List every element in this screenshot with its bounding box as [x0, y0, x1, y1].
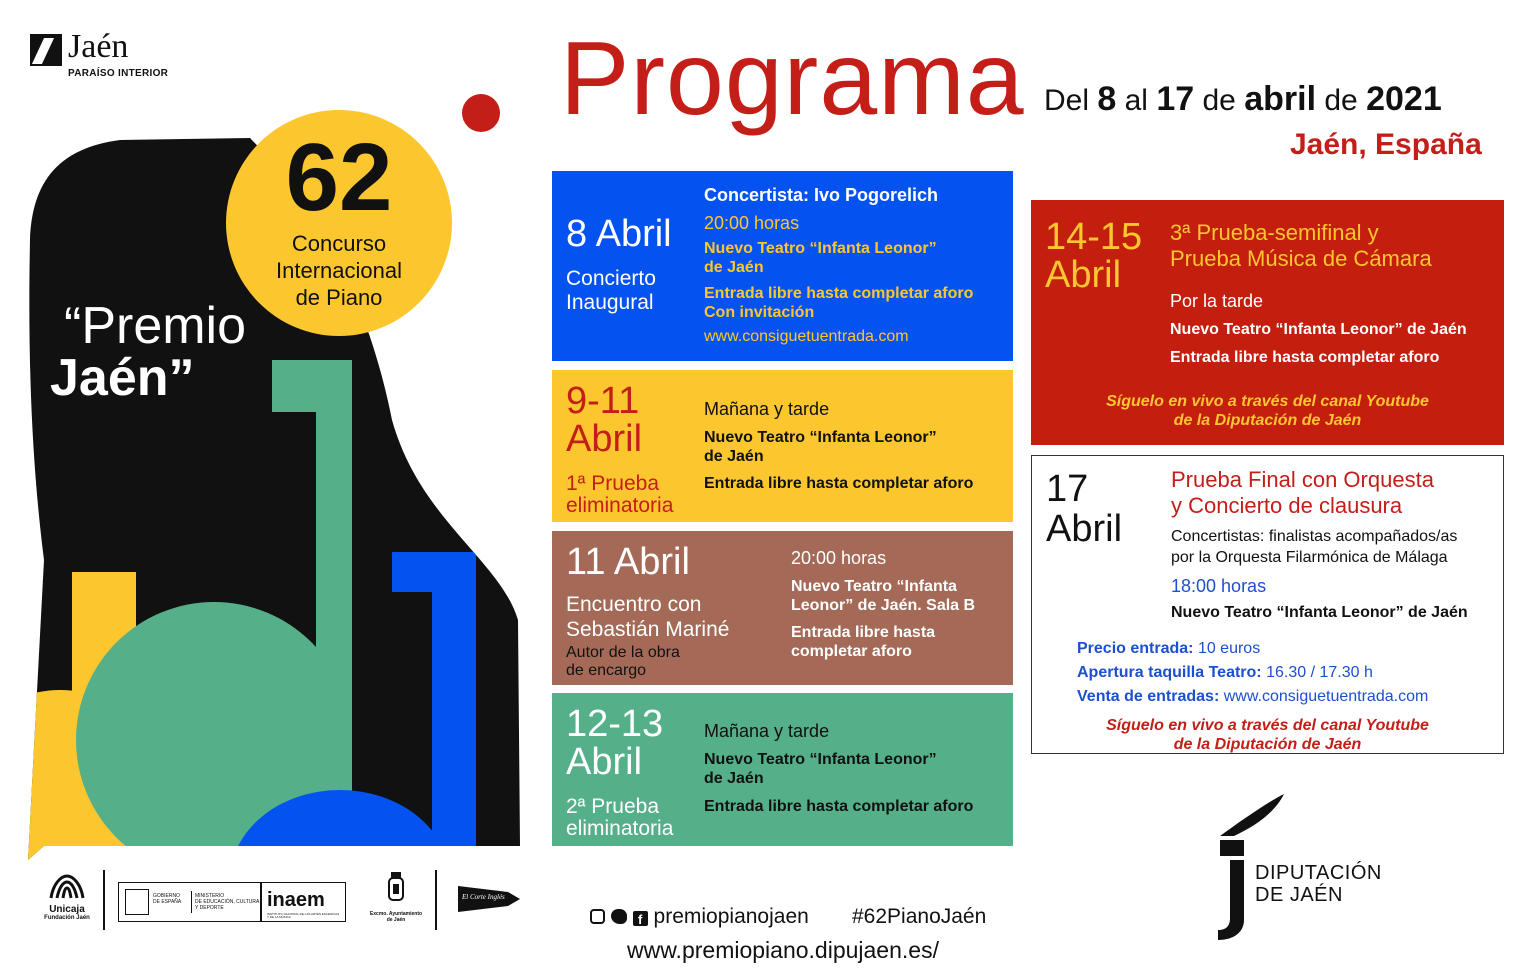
- event-card-11-abril: [552, 531, 1013, 685]
- event-note: de encargo: [566, 662, 647, 679]
- social-handle[interactable]: f premiopianojaen: [590, 905, 809, 929]
- event-entry: Con invitación: [704, 304, 815, 321]
- ministry-logo: GOBIERNO DE ESPAÑA MINISTERIO DE EDUCACIÓN, CULTURA Y DEPORTE: [118, 882, 262, 922]
- event-date: 11 Abril: [566, 541, 690, 583]
- event-venue: Nuevo Teatro “Infanta Leonor” de Jaén: [1171, 604, 1468, 621]
- event-entry: Entrada libre hasta completar aforo: [704, 285, 974, 302]
- event-venue: de Jaén: [704, 770, 764, 787]
- event-subtitle: 1ª Prueba: [566, 472, 660, 495]
- jaen-logo-name: Jaén: [68, 28, 129, 65]
- event-card-9-11-abril: [552, 370, 1013, 522]
- event-subtitle: Inaugural: [566, 291, 654, 314]
- event-card-17-abril: [1031, 455, 1504, 754]
- event-artists: por la Orquesta Filarmónica de Málaga: [1171, 549, 1448, 566]
- event-date: Abril: [1046, 508, 1123, 550]
- event-venue: Nuevo Teatro “Infanta Leonor”: [704, 429, 937, 446]
- instagram-icon: [590, 909, 605, 924]
- diputacion-logo: [1212, 790, 1412, 940]
- footer-divider: [435, 870, 437, 930]
- event-time: Por la tarde: [1170, 291, 1264, 311]
- event-card-14-15-abril: [1031, 200, 1504, 445]
- premio-title: [50, 297, 247, 407]
- jaen-logo-tagline: PARAÍSO INTERIOR: [68, 68, 169, 79]
- contest-line-1: Concurso: [291, 231, 387, 256]
- event-date: 8 Abril: [566, 213, 672, 255]
- event-note: Autor de la obra: [566, 644, 680, 661]
- youtube-stream-note: de la Diputación de Jaén: [1173, 736, 1362, 753]
- event-time: 18:00 horas: [1171, 576, 1267, 596]
- event-card-12-13-abril: [552, 693, 1013, 846]
- event-date: 17: [1046, 468, 1089, 510]
- ayuntamiento-logo: Excmo. Ayuntamiento de Jaén: [368, 872, 424, 932]
- event-title: Prueba Final con Orquesta: [1171, 467, 1434, 492]
- event-artist: Concertista: Ivo Pogorelich: [704, 185, 939, 205]
- event-entry: completar aforo: [791, 643, 912, 660]
- corte-ingles-logo: El Corte Inglés: [458, 882, 520, 916]
- event-venue: Leonor” de Jaén. Sala B: [791, 597, 976, 614]
- event-time: Mañana y tarde: [704, 399, 830, 419]
- event-subtitle: eliminatoria: [566, 494, 674, 517]
- event-subtitle: Sebastián Mariné: [566, 618, 730, 641]
- event-venue: Nuevo Teatro “Infanta Leonor” de Jaén: [1170, 321, 1467, 338]
- event-place: Jaén, España: [1290, 128, 1482, 161]
- website-link[interactable]: www.premiopiano.dipujaen.es/: [627, 937, 939, 963]
- unicaja-icon: [47, 872, 87, 900]
- ticket-price: Precio entrada: 10 euros: [1077, 640, 1261, 657]
- event-subtitle: Concierto: [566, 267, 656, 290]
- event-venue: de Jaén: [704, 259, 764, 276]
- event-time: 20:00 horas: [704, 213, 800, 233]
- event-entry: Entrada libre hasta completar aforo: [1170, 349, 1440, 366]
- twitter-icon: [611, 909, 627, 924]
- contest-line-3: de Piano: [295, 285, 383, 310]
- box-office-hours: Apertura taquilla Teatro: 16.30 / 17.30 h: [1077, 664, 1373, 681]
- edition-number: 62: [285, 124, 393, 231]
- youtube-stream-note: Síguelo en vivo a través del canal Youtube: [1106, 717, 1429, 734]
- event-title: Prueba Música de Cámara: [1170, 246, 1432, 271]
- unicaja-logo: Unicaja Fundación Jaén: [42, 872, 92, 932]
- event-entry: Entrada libre hasta completar aforo: [704, 475, 974, 492]
- red-dot: [462, 94, 500, 132]
- event-subtitle: Encuentro con: [566, 593, 702, 616]
- footer-divider: [103, 870, 105, 930]
- event-subtitle: eliminatoria: [566, 817, 674, 840]
- contest-name: [226, 230, 452, 311]
- spain-shield-icon: [125, 889, 149, 915]
- event-date: 9-11: [566, 380, 640, 422]
- event-dates: Del 8 al 17 de abril de 2021: [1044, 80, 1442, 118]
- event-title: y Concierto de clausura: [1171, 493, 1403, 518]
- event-date: Abril: [1045, 254, 1122, 296]
- page-title: Programa: [560, 21, 1025, 137]
- event-artists: Concertistas: finalistas acompañados/as: [1171, 528, 1458, 545]
- premio-line-2: Jaén”: [50, 349, 195, 407]
- edition-badge: [226, 110, 452, 336]
- diputacion-name: DIPUTACIÓN DE JAÉN: [1255, 862, 1382, 906]
- event-venue: Nuevo Teatro “Infanta Leonor”: [704, 751, 937, 768]
- inaem-logo: inaem INSTITUTO NACIONAL DE LAS ARTES ESCÉNICAS Y DE LA MÚSICA: [260, 882, 346, 922]
- event-venue: Nuevo Teatro “Infanta: [791, 578, 957, 595]
- event-card-8-abril: [552, 171, 1013, 361]
- event-title: 3ª Prueba-semifinal y: [1170, 220, 1379, 245]
- premio-line-1: “Premio: [64, 297, 247, 355]
- event-date: Abril: [566, 418, 643, 460]
- event-time: Mañana y tarde: [704, 721, 830, 741]
- event-date: 14-15: [1045, 216, 1143, 258]
- city-crest-icon: [385, 872, 407, 906]
- ticket-link[interactable]: www.consiguetuentrada.com: [704, 328, 909, 345]
- piano-illustration: [0, 0, 540, 860]
- event-subtitle: 2ª Prueba: [566, 795, 660, 818]
- event-date: Abril: [566, 741, 643, 783]
- contest-line-2: Internacional: [276, 258, 402, 283]
- facebook-icon: f: [633, 911, 648, 926]
- event-venue: de Jaén: [704, 448, 764, 465]
- event-date: 12-13: [566, 703, 664, 745]
- event-entry: Entrada libre hasta completar aforo: [704, 798, 974, 815]
- ticket-sales: Venta de entradas: www.consiguetuentrada.com: [1077, 688, 1429, 705]
- event-venue: Nuevo Teatro “Infanta Leonor”: [704, 240, 937, 257]
- youtube-stream-note: de la Diputación de Jaén: [1173, 412, 1362, 429]
- youtube-stream-note: Síguelo en vivo a través del canal Youtube: [1106, 393, 1429, 410]
- hashtag: #62PianoJaén: [852, 905, 987, 928]
- event-time: 20:00 horas: [791, 548, 887, 568]
- event-entry: Entrada libre hasta: [791, 624, 936, 641]
- ticket-sales-link[interactable]: www.consiguetuentrada.com: [1223, 688, 1429, 705]
